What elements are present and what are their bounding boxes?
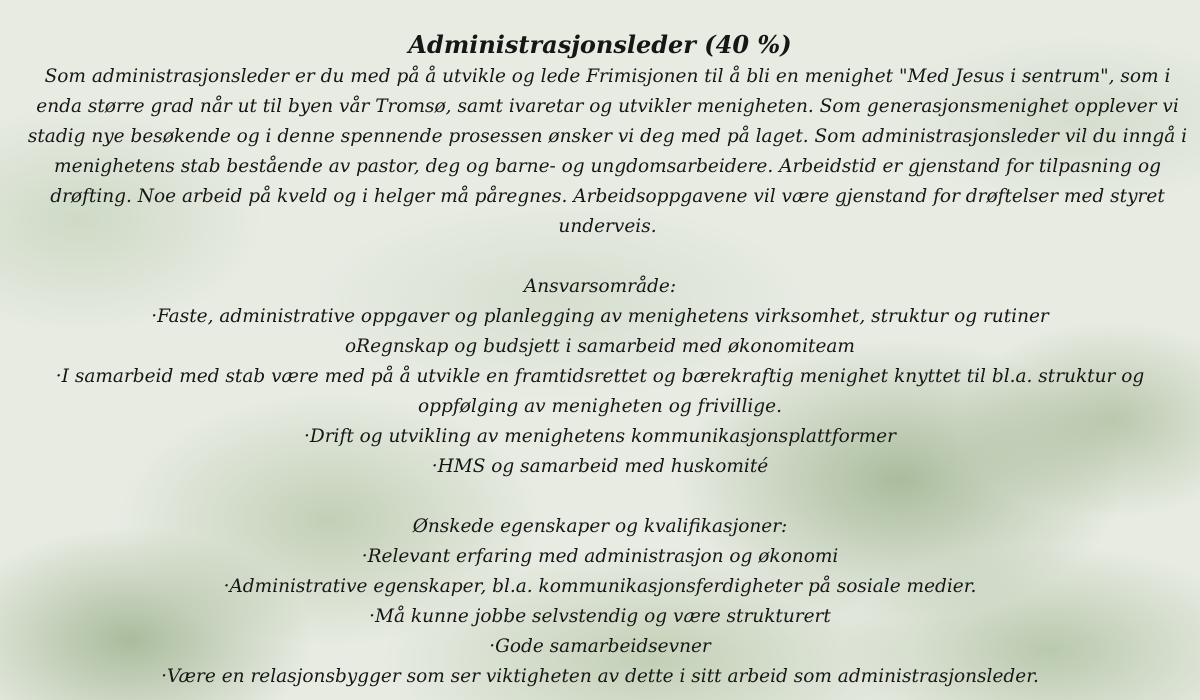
responsibility-item: ·I samarbeid med stab være med på å utvikle en framtidsrettet og bærekraftig menighet knyttet til bl.a. struktur og oppfølging av menigheten og frivillige.	[55, 366, 1145, 417]
qualification-item: ·Relevant erfaring med administrasjon og økonomi	[361, 546, 839, 567]
qualifications-heading: Ønskede egenskaper og kvalifikasjoner:	[412, 516, 788, 537]
qualification-item: ·Gode samarbeidsevner	[489, 636, 711, 657]
responsibility-item: ·HMS og samarbeid med huskomité	[431, 456, 769, 477]
qualification-item: ·Må kunne jobbe selvstendig og være strukturert	[369, 606, 831, 627]
qualification-item: ·Administrative egenskaper, bl.a. kommunikasjonsferdigheter på sosiale medier.	[223, 576, 977, 597]
responsibilities-heading: Ansvarsområde:	[523, 276, 677, 297]
responsibility-item: oRegnskap og budsjett i samarbeid med økonomiteam	[345, 336, 855, 357]
responsibility-item: ·Faste, administrative oppgaver og planlegging av menighetens virksomhet, struktur og rutiner	[151, 306, 1049, 327]
qualifications-section	[20, 512, 1180, 692]
responsibility-item: ·Drift og utvikling av menighetens kommunikasjonsplattformer	[304, 426, 896, 447]
qualification-item: ·Være en relasjonsbygger som ser viktigheten av dette i sitt arbeid som administrasjonsleder.	[161, 666, 1039, 687]
responsibilities-section	[20, 272, 1180, 482]
page-title: Administrasjonsleder (40 %)	[408, 30, 792, 59]
job-description	[20, 28, 1188, 692]
intro-paragraph: Som administrasjonsleder er du med på å utvikle og lede Frimisjonen til å bli en menighet "Med Jesus i sentrum", som i enda større grad når ut til byen vår Tromsø, samt ivaretar og utvikler menigheten. Som generasjonsmenighet opplever vi stadig nye besøkende og i denne spennende prosessen ønsker vi deg med på laget. Som administrasjonsleder vil du inngå i menighetens stab bestående av pastor, deg og barne- og ungdomsarbeidere. Arbeidstid er gjenstand for tilpasning og drøfting. Noe arbeid på kveld og i helger må påregnes. Arbeidsoppgavene vil være gjenstand for drøftelser med styret underveis.	[27, 66, 1188, 237]
